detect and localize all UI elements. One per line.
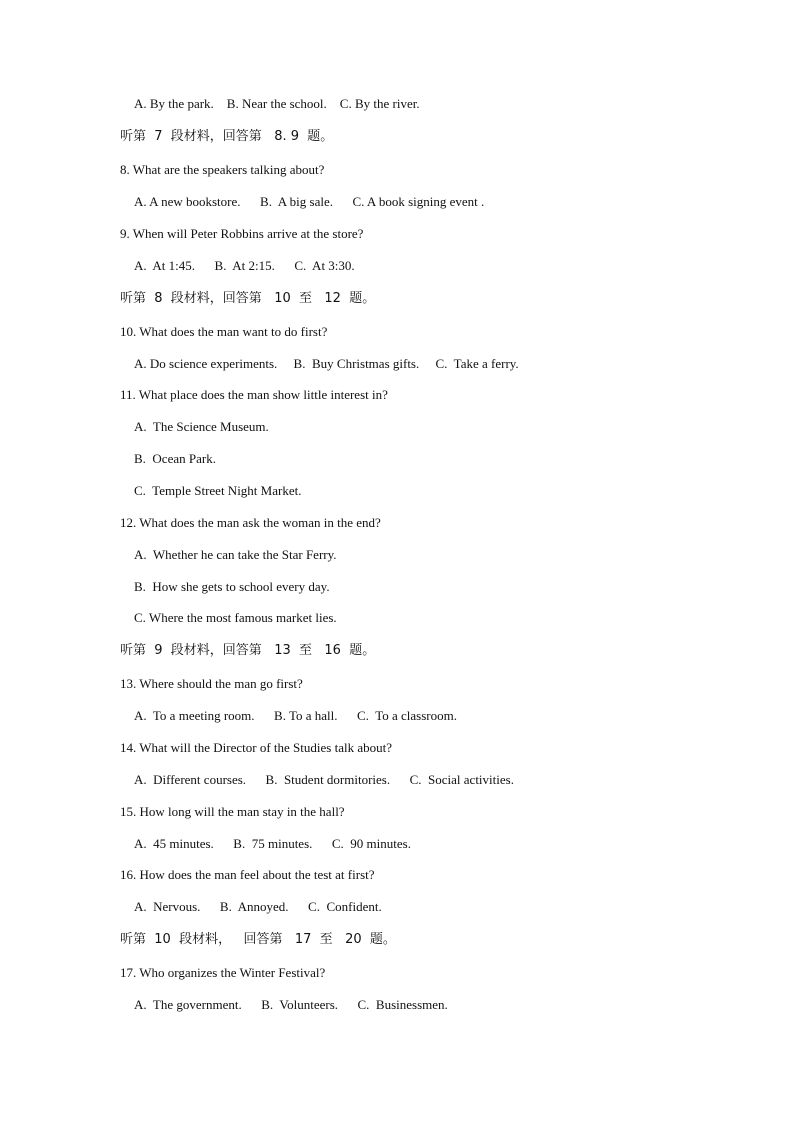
section-header: 听第 9 段材料，回答第 13 至 16 题。 (120, 643, 376, 658)
option-line: A. Different courses. B. Student dormitories. C. Social activities. (134, 772, 514, 787)
option-line: A. A new bookstore. B. A big sale. C. A book signing event . (134, 194, 485, 209)
question-9: 9. When will Peter Robbins arrive at the store? (120, 226, 364, 241)
question-12: 12. What does the man ask the woman in the end? (120, 515, 381, 530)
question-8: 8. What are the speakers talking about? (120, 162, 325, 177)
option-line: B. How she gets to school every day. (134, 579, 330, 594)
option-line: A. To a meeting room. B. To a hall. C. To a classroom. (134, 708, 457, 723)
option-line: B. Ocean Park. (134, 451, 216, 466)
section-header: 听第 8 段材料，回答第 10 至 12 题。 (120, 291, 376, 306)
option-line: A. Whether he can take the Star Ferry. (134, 547, 337, 562)
option-line: C. Temple Street Night Market. (134, 483, 302, 498)
question-16: 16. How does the man feel about the test at first? (120, 867, 375, 882)
section-header: 听第 7 段材料，回答第 8. 9 题。 (120, 129, 334, 144)
option-line: A. The government. B. Volunteers. C. Businessmen. (134, 997, 448, 1012)
option-line: A. By the park. B. Near the school. C. By the river. (134, 96, 420, 111)
option-line: A. The Science Museum. (134, 419, 269, 434)
option-line: A. Nervous. B. Annoyed. C. Confident. (134, 899, 382, 914)
option-line: C. Where the most famous market lies. (134, 610, 337, 625)
question-15: 15. How long will the man stay in the hall? (120, 804, 345, 819)
section-header: 听第 10 段材料， 回答第 17 至 20 题。 (120, 932, 396, 947)
question-10: 10. What does the man want to do first? (120, 324, 328, 339)
question-17: 17. Who organizes the Winter Festival? (120, 965, 326, 980)
question-11: 11. What place does the man show little interest in? (120, 387, 388, 402)
question-13: 13. Where should the man go first? (120, 676, 303, 691)
question-14: 14. What will the Director of the Studies talk about? (120, 740, 392, 755)
option-line: A. 45 minutes. B. 75 minutes. C. 90 minutes. (134, 836, 411, 851)
option-line: A. Do science experiments. B. Buy Christmas gifts. C. Take a ferry. (134, 356, 519, 371)
option-line: A. At 1:45. B. At 2:15. C. At 3:30. (134, 258, 355, 273)
